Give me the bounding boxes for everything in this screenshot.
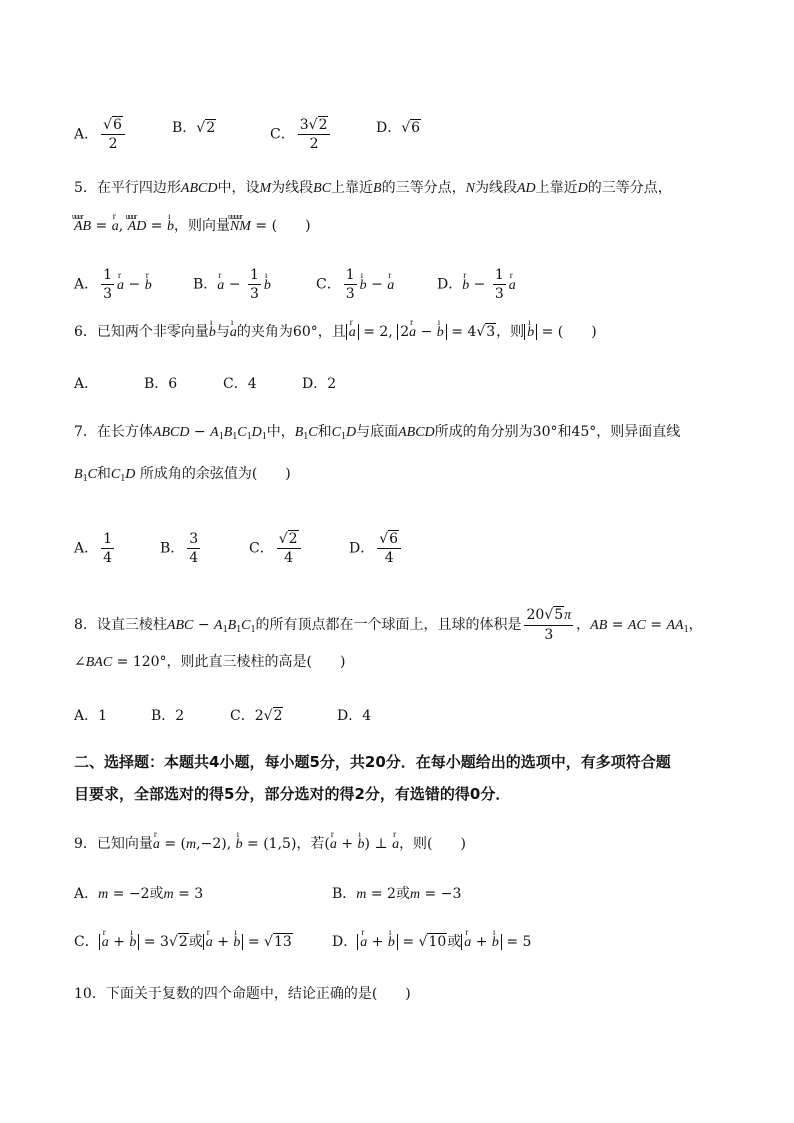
q5-option-b: B．r a − $\frac{1}{3}$ ı b [193,268,271,301]
q4-option-d [376,118,421,138]
q7-option-b [160,532,203,565]
option-label: A． [74,276,99,293]
radicand: 2 [206,120,216,136]
math: M [259,181,272,196]
denominator: 4 [189,550,199,566]
option-label: C． [230,708,255,724]
radicand: 2 [288,531,298,547]
option-label: D． [376,120,402,136]
option-label: D． [332,934,358,950]
text: ，若 [296,836,325,852]
q8-option-a: A．1 [74,708,108,724]
q9-option-a: A．m = −2或m = 3 [74,886,204,902]
q8-option-b: B．2 [151,708,185,724]
q9-option-d: D．r a + ı b = √10或r a + ı b = 5 [332,932,531,953]
volume-fraction: $\frac{20√5\pi}{3}$ [526,607,572,643]
numerator: 3 [189,531,199,547]
text: 与 [215,324,230,340]
denominator: 4 [103,550,113,566]
option-label: C． [249,540,274,557]
vector-a: r a [112,217,119,237]
vector-ab: uuur AB [74,217,91,237]
text: 或 [395,886,410,902]
sqrt: √6 [401,120,421,136]
fraction [101,118,125,151]
text: 和 [96,466,111,482]
text: 上靠近 [331,180,374,196]
sqrt: √2 [308,117,328,133]
text: 中， [266,424,295,440]
denominator: 4 [384,550,394,566]
math: N [465,181,475,196]
text: 所成角的余弦值为( ) [139,466,291,482]
q8-option-d: D．4 [337,708,372,724]
q7-option-a [74,532,117,565]
radicand: 2 [318,117,328,133]
text: 7．在长方体 [74,424,153,440]
coefficient: 2 [254,708,264,724]
q4-option-c [270,118,333,151]
option-label: A． [74,126,99,143]
q10-stem: 10．下面关于复数的四个命题中，结论正确的是( ) [74,986,411,1002]
text: ，则此直三棱柱的高是( ) [166,654,346,670]
q9-stem: 9．已知向量r a = (m,−2), ı b = (1,5)，若(r a + ı b) ⊥ r a，则( ) [74,834,466,855]
fraction [298,118,331,151]
text: 的夹角为60°，且 [236,324,346,340]
q4-option-b [172,118,216,138]
coefficient: 3 [299,117,309,133]
option-label: B． [172,120,197,136]
vector-ad: uuur AD [128,217,147,237]
numerator: 1 [103,531,113,547]
text: 5．在平行四边形 [74,180,181,196]
option-label: B． [160,540,185,557]
radicand: 6 [389,531,399,547]
text: 为线段 [474,180,517,196]
q7-stem-line1: 7．在长方体ABCD − $A_1B_1C_1D_1$中，$B_1C$和$C_1D$与底面ABCD所成的角分别为30°和45°，则异面直线 [74,424,681,442]
text: 或 [188,934,203,950]
option-label: C． [74,934,99,950]
denominator: 2 [108,136,118,152]
math: AD [516,181,536,196]
option-label: D． [437,276,463,293]
option-label: D． [349,540,375,557]
q6-option-c: C．4 [223,376,257,392]
q8-stem-line2: ∠BAC = 120°，则此直三棱柱的高是( ) [74,654,346,670]
q5-stem-line1 [74,178,672,199]
radicand: 6 [113,117,122,133]
q5-option-d: D．r b − $\frac{1}{3}$ r a [437,268,516,301]
denominator: 2 [309,136,319,152]
option-label: B． [332,886,357,902]
text: 或 [149,886,164,902]
radicand: 2 [273,708,283,724]
text: 与底面 [356,424,399,440]
text: 中，设 [217,180,260,196]
text: 为线段 [271,180,314,196]
text: = ( ) [255,218,311,234]
q6-option-b: B．6 [144,376,178,392]
text: 上靠近 [535,180,578,196]
text: = ( ) [541,324,597,340]
option-label: B． [193,276,218,293]
coefficient: 20 [526,607,545,623]
text: 6．已知两个非零向量 [74,324,209,340]
option-label: A． [74,886,99,902]
option-label: C． [270,126,295,143]
q6-option-d: D．2 [302,376,337,392]
q6-option-a: A． [74,376,99,392]
text: 9．已知向量 [74,836,153,852]
text: ，则向量 [173,218,230,234]
math: B [373,181,382,196]
q8-stem-line1: 8．设直三棱柱ABC − $A_1B_1C_1$的所有顶点都在一个球面上，且球的体积是 $\frac{20√5\pi}{3}$ ，AB = AC = $AA_1$， [74,607,703,643]
text: 的三等分点， [381,180,466,196]
text: 的三等分点， [587,180,672,196]
vector-nm: uuuur NM [230,217,251,237]
text: 或 [447,934,462,950]
vector-b: ı b [167,217,174,237]
text: ，则( ) [399,836,466,852]
q5-option-c: C． $\frac{1}{3}$ ı b − r a [316,268,394,301]
denominator: 3 [544,627,554,643]
text: ，则 [496,324,525,340]
q8-option-c: C．2√2 [230,708,283,724]
q7-option-c: C． $\frac{√2}{4}$ [249,532,304,565]
q9-option-b: B．m = 2或m = −3 [332,886,462,902]
radicand: 6 [411,120,421,136]
radicand: 5 [554,607,564,623]
option-label: A． [74,540,99,557]
section-heading-line2: 目要求，全部选对的得5分，部分选对的得2分，有选错的得0分． [74,785,511,803]
text: 8．设直三棱柱 [74,617,167,633]
text: 的所有顶点都在一个球面上，且球的体积是 [255,617,522,633]
q5-option-a: A． $\frac{1}{3}$ r a − r b [74,268,152,301]
q5-stem-line2: uuur AB = r a, uuur AD = ı b，则向量uuuur NM = ( ) [74,216,311,237]
option-label: C． [316,276,341,293]
q7-stem-line2: $B_1C$和$C_1D$ 所成角的余弦值为( ) [74,466,291,484]
text: 所成的角分别为30°和45°，则异面直线 [434,424,681,440]
sqrt: √6 [103,117,122,133]
math: BC [313,181,332,196]
q7-option-d: D． $\frac{√6}{4}$ [349,532,404,565]
q9-option-c: C．r a + ı b = 3√2或r a + ı b = √13 [74,932,293,953]
math: ABCD [180,181,218,196]
q6-stem: 6．已知两个非零向量ı b与ı a的夹角为60°，且r a = 2, 2r a − ı b = 4√3，则ı b = ( ) [74,322,597,343]
q4-option-a [74,118,128,151]
sqrt: √2 [196,120,216,136]
math: D [577,181,588,196]
denominator: 4 [284,550,294,566]
text: 和 [317,424,332,440]
section-heading-line1: 二、选择题：本题共4小题，每小题5分，共20分．在每小题给出的选项中，有多项符合题 [74,753,671,771]
